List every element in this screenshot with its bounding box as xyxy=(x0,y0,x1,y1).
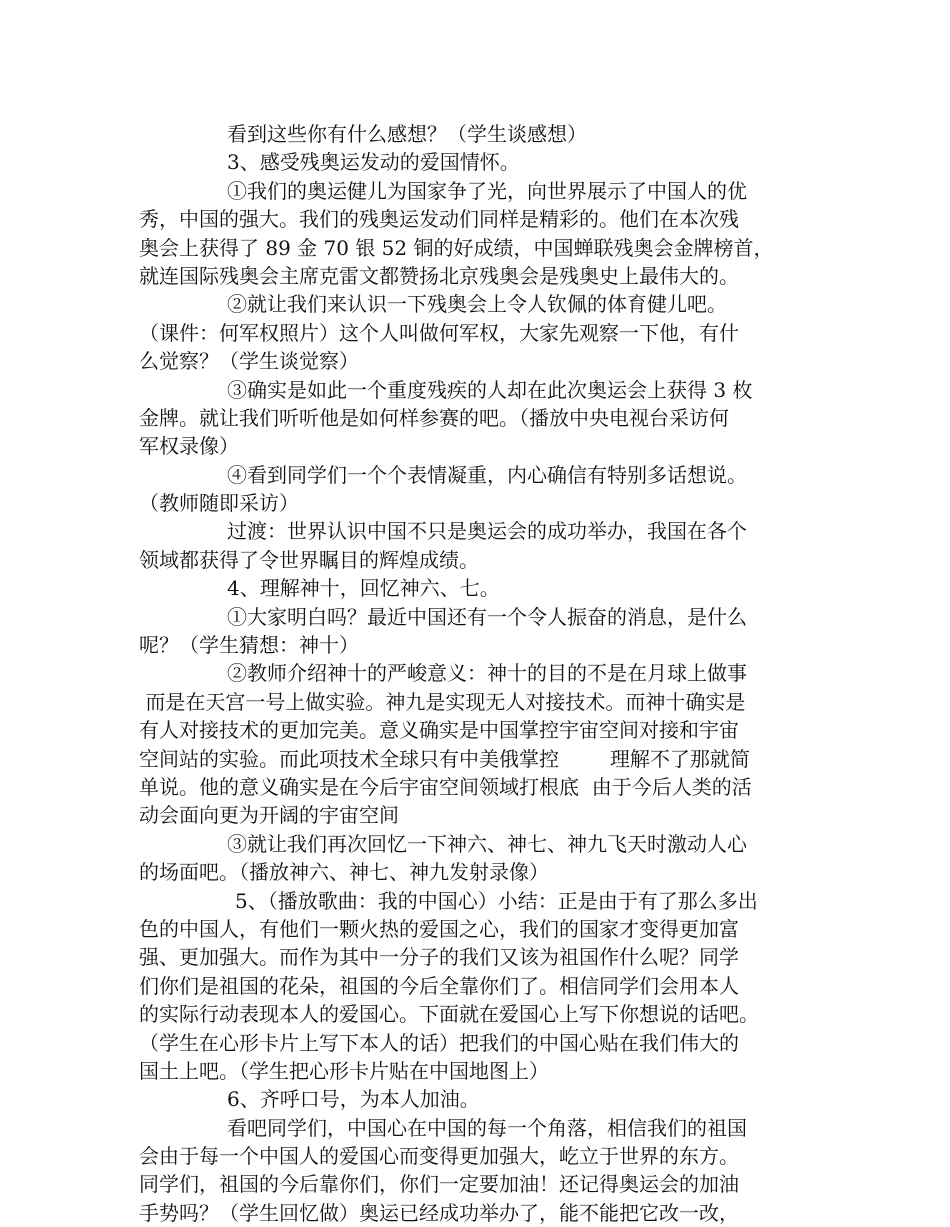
paragraph-line: 就连国际残奥会主席克雷文都赞扬北京残奥会是残奥史上最伟大的。 xyxy=(139,263,739,288)
paragraph-line: ②教师介绍神十的严峻意义：神十的目的不是在月球上做事 xyxy=(227,661,747,686)
paragraph-line: 动会面向更为开阔的宇宙空间 xyxy=(139,803,399,828)
paragraph-line: 强、更加强大。而作为其中一分子的我们又该为祖国作什么呢？同学 xyxy=(139,945,739,970)
paragraph-line: 而是在天宫一号上做实验。神九是实现无人对接技术。而神十确实是 xyxy=(139,689,746,714)
paragraph-line: 国土上吧。（学生把心形卡片贴在中国地图上） xyxy=(139,1058,549,1083)
document-body xyxy=(139,120,819,1227)
paragraph-line: ③就让我们再次回忆一下神六、神七、神九飞天时激动人心 xyxy=(227,831,747,856)
paragraph-line: 们你们是祖国的花朵，祖国的今后全靠你们了。相信同学们会用本人 xyxy=(139,973,739,998)
paragraph-line: 军权录像） xyxy=(139,434,239,459)
paragraph-line: 4、理解神十，回忆神六、七。 xyxy=(227,576,500,601)
paragraph-line: 看吧同学们，中国心在中国的每一个角落，相信我们的祖国 xyxy=(227,1115,747,1140)
paragraph-line: ②就让我们来认识一下残奥会上令人钦佩的体育健儿吧。 xyxy=(227,292,727,317)
paragraph-line: （学生在心形卡片上写下本人的话）把我们的中国心贴在我们伟大的 xyxy=(139,1030,739,1055)
paragraph-line: 同学们，祖国的今后靠你们，你们一定要加油！还记得奥运会的加油 xyxy=(139,1172,739,1197)
paragraph-line: 单说。他的意义确实是在今后宇宙空间领域打根底 由于今后人类的活 xyxy=(139,774,752,799)
paragraph-line: 手势吗？（学生回忆做）奥运已经成功举办了，能不能把它改一改， xyxy=(139,1200,739,1225)
paragraph-line: （课件：何军权照片）这个人叫做何军权，大家先观察一下他，有什 xyxy=(139,320,739,345)
paragraph-line: 么觉察？（学生谈觉察） xyxy=(139,349,359,374)
paragraph-line: 过渡：世界认识中国不只是奥运会的成功举办，我国在各个 xyxy=(227,519,747,544)
paragraph-line: 空间站的实验。而此项技术全球只有中美俄掌控 理解不了那就简 xyxy=(139,746,750,771)
paragraph-line: 奥会上获得了 89 金 70 银 52 铜的好成绩，中国蝉联残奥会金牌榜首， xyxy=(139,235,774,260)
paragraph-line: 金牌。就让我们听听他是如何样参赛的吧。（播放中央电视台采访何 xyxy=(139,405,729,430)
paragraph-line: 秀，中国的强大。我们的残奥运发动们同样是精彩的。他们在本次残 xyxy=(139,207,739,232)
paragraph-line: ①我们的奥运健儿为国家争了光，向世界展示了中国人的优 xyxy=(227,178,747,203)
paragraph-line: 看到这些你有什么感想？（学生谈感想） xyxy=(227,122,587,146)
paragraph-line: 会由于每一个中国人的爱国心而变得更加强大，屹立于世界的东方。 xyxy=(139,1144,739,1169)
paragraph-line: 领域都获得了令世界瞩目的辉煌成绩。 xyxy=(139,547,479,572)
paragraph-line: 有人对接技术的更加完美。意义确实是中国掌控宇宙空间对接和宇宙 xyxy=(139,718,739,743)
paragraph-line: 的场面吧。（播放神六、神七、神九发射录像） xyxy=(139,860,549,885)
paragraph-line: 呢？（学生猜想：神十） xyxy=(139,633,359,658)
paragraph-line: （教师随即采访） xyxy=(139,491,299,516)
paragraph-line: ④看到同学们一个个表情凝重，内心确信有特别多话想说。 xyxy=(227,462,747,487)
paragraph-line: 6、齐呼口号，为本人加油。 xyxy=(227,1087,480,1112)
paragraph-line: 色的中国人，有他们一颗火热的爱国之心，我们的国家才变得更加富 xyxy=(139,916,739,941)
paragraph-line: 3、感受残奥运发动的爱国情怀。 xyxy=(227,150,520,175)
paragraph-line: 5、（播放歌曲：我的中国心）小结：正是由于有了那么多出 xyxy=(235,888,758,913)
paragraph-line: ①大家明白吗？最近中国还有一个令人振奋的消息，是什么 xyxy=(227,604,747,629)
paragraph-line: 的实际行动表现本人的爱国心。下面就在爱国心上写下你想说的话吧。 xyxy=(139,1002,759,1027)
paragraph-line: ③确实是如此一个重度残疾的人却在此次奥运会上获得 3 枚 xyxy=(227,377,753,402)
